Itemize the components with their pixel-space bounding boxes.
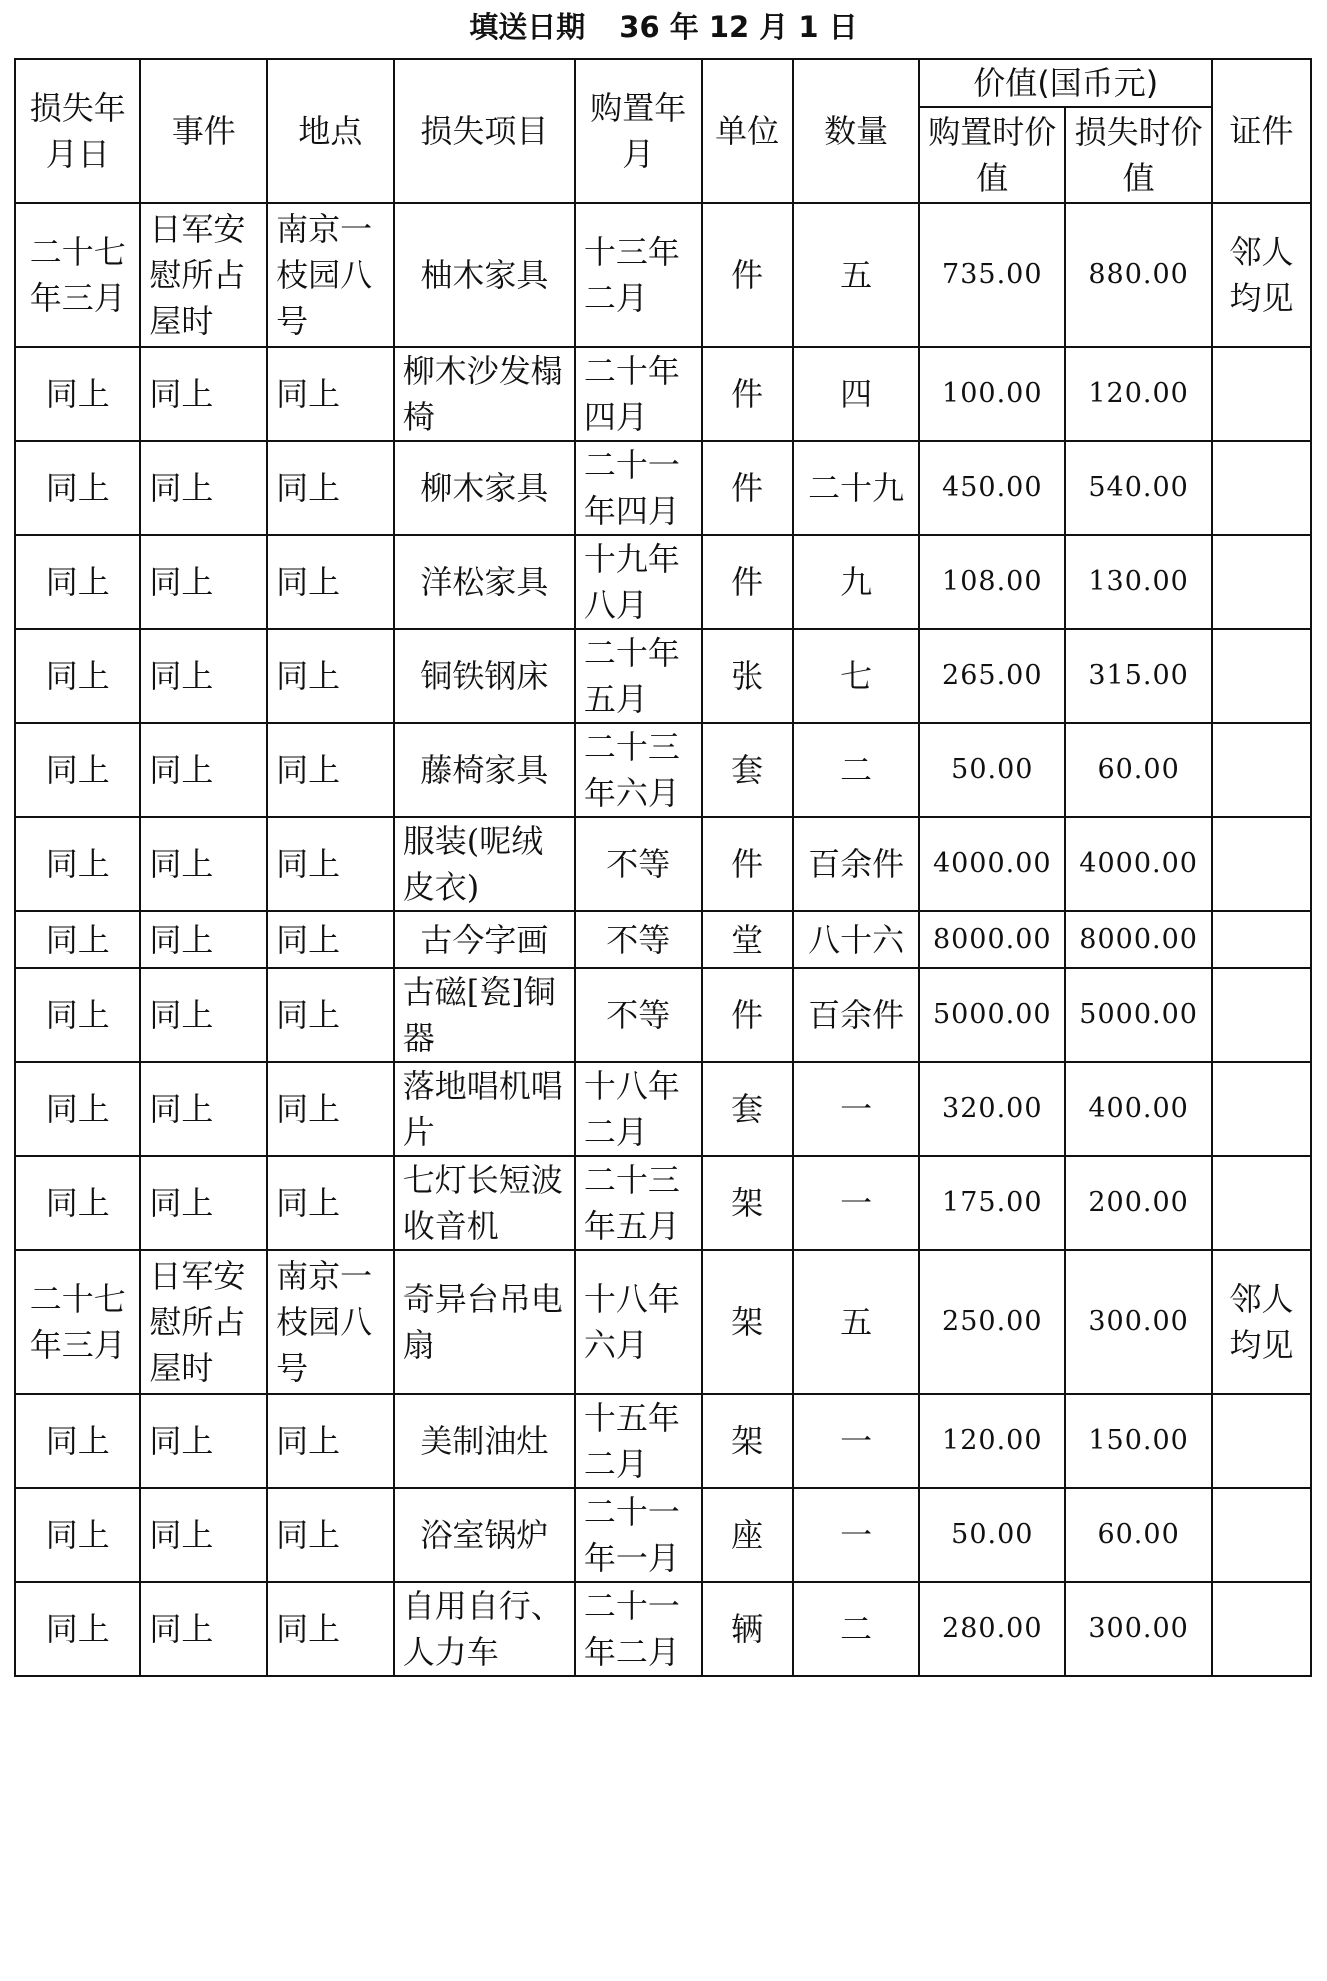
cell-proof [1212, 911, 1311, 968]
cell-purchase-date: 十八年六月 [575, 1250, 702, 1394]
cell-value-purchase: 100.00 [919, 347, 1065, 441]
cell-loss-date: 同上 [15, 1488, 140, 1582]
cell-item: 柳木沙发榻椅 [394, 347, 575, 441]
cell-item: 铜铁钢床 [394, 629, 575, 723]
cell-value-purchase: 320.00 [919, 1062, 1065, 1156]
cell-value-loss: 300.00 [1065, 1582, 1212, 1676]
cell-purchase-date: 十三年二月 [575, 203, 702, 347]
cell-proof: 邻人均见 [1212, 203, 1311, 347]
cell-unit: 件 [702, 347, 793, 441]
fill-date-label: 填送日期 [469, 10, 586, 44]
cell-event: 日军安慰所占屋时 [140, 203, 267, 347]
cell-place: 南京一枝园八号 [267, 1250, 394, 1394]
cell-value-purchase: 50.00 [919, 1488, 1065, 1582]
cell-value-loss: 400.00 [1065, 1062, 1212, 1156]
cell-value-loss: 60.00 [1065, 723, 1212, 817]
cell-value-loss: 8000.00 [1065, 911, 1212, 968]
cell-loss-date: 同上 [15, 911, 140, 968]
cell-event: 同上 [140, 1394, 267, 1488]
fill-date-line [0, 2, 1327, 52]
table-row [15, 629, 1311, 723]
cell-quantity: 二 [793, 723, 920, 817]
cell-unit: 套 [702, 723, 793, 817]
cell-quantity: 四 [793, 347, 920, 441]
cell-purchase-date: 不等 [575, 968, 702, 1062]
cell-quantity: 一 [793, 1488, 920, 1582]
cell-loss-date: 同上 [15, 1394, 140, 1488]
cell-purchase-date: 二十三年六月 [575, 723, 702, 817]
cell-place: 同上 [267, 347, 394, 441]
cell-purchase-date: 不等 [575, 817, 702, 911]
cell-value-loss: 130.00 [1065, 535, 1212, 629]
table-row [15, 1250, 1311, 1394]
cell-place: 南京一枝园八号 [267, 203, 394, 347]
cell-place: 同上 [267, 629, 394, 723]
cell-event: 同上 [140, 535, 267, 629]
cell-purchase-date: 二十一年二月 [575, 1582, 702, 1676]
fill-date-month: 12 月 [708, 10, 789, 44]
cell-value-loss: 200.00 [1065, 1156, 1212, 1250]
header-place: 地点 [267, 59, 394, 203]
cell-value-purchase: 5000.00 [919, 968, 1065, 1062]
cell-purchase-date: 二十一年四月 [575, 441, 702, 535]
cell-place: 同上 [267, 723, 394, 817]
cell-unit: 辆 [702, 1582, 793, 1676]
cell-place: 同上 [267, 1394, 394, 1488]
cell-loss-date: 二十七年三月 [15, 203, 140, 347]
cell-value-loss: 300.00 [1065, 1250, 1212, 1394]
cell-event: 同上 [140, 441, 267, 535]
cell-event: 同上 [140, 1062, 267, 1156]
header-purchase-date: 购置年月 [575, 59, 702, 203]
cell-value-loss: 5000.00 [1065, 968, 1212, 1062]
cell-loss-date: 同上 [15, 441, 140, 535]
cell-proof [1212, 441, 1311, 535]
cell-item: 古磁[瓷]铜器 [394, 968, 575, 1062]
cell-loss-date: 同上 [15, 347, 140, 441]
loss-report-table [14, 58, 1312, 1677]
cell-loss-date: 同上 [15, 535, 140, 629]
table-row [15, 441, 1311, 535]
cell-event: 同上 [140, 1156, 267, 1250]
cell-event: 同上 [140, 1488, 267, 1582]
cell-proof [1212, 1062, 1311, 1156]
cell-loss-date: 同上 [15, 1156, 140, 1250]
cell-value-purchase: 450.00 [919, 441, 1065, 535]
cell-value-purchase: 4000.00 [919, 817, 1065, 911]
cell-loss-date: 二十七年三月 [15, 1250, 140, 1394]
cell-value-purchase: 280.00 [919, 1582, 1065, 1676]
cell-proof [1212, 1156, 1311, 1250]
cell-value-purchase: 735.00 [919, 203, 1065, 347]
cell-loss-date: 同上 [15, 968, 140, 1062]
cell-event: 同上 [140, 723, 267, 817]
table-row [15, 347, 1311, 441]
cell-place: 同上 [267, 1582, 394, 1676]
cell-proof [1212, 817, 1311, 911]
table-row [15, 1062, 1311, 1156]
cell-value-loss: 880.00 [1065, 203, 1212, 347]
cell-value-loss: 315.00 [1065, 629, 1212, 723]
cell-quantity: 五 [793, 1250, 920, 1394]
cell-place: 同上 [267, 441, 394, 535]
cell-item: 洋松家具 [394, 535, 575, 629]
cell-unit: 架 [702, 1394, 793, 1488]
header-item: 损失项目 [394, 59, 575, 203]
cell-item: 落地唱机唱片 [394, 1062, 575, 1156]
cell-purchase-date: 二十年五月 [575, 629, 702, 723]
header-value-group: 价值(国币元) [919, 59, 1212, 107]
cell-proof [1212, 968, 1311, 1062]
cell-value-purchase: 120.00 [919, 1394, 1065, 1488]
cell-place: 同上 [267, 1156, 394, 1250]
cell-proof [1212, 535, 1311, 629]
table-row [15, 1582, 1311, 1676]
cell-unit: 件 [702, 817, 793, 911]
cell-item: 柚木家具 [394, 203, 575, 347]
cell-quantity: 二十九 [793, 441, 920, 535]
cell-proof [1212, 1394, 1311, 1488]
cell-quantity: 一 [793, 1394, 920, 1488]
header-row-1 [15, 59, 1311, 107]
cell-purchase-date: 十五年二月 [575, 1394, 702, 1488]
cell-value-purchase: 265.00 [919, 629, 1065, 723]
cell-quantity: 一 [793, 1062, 920, 1156]
cell-purchase-date: 二十年四月 [575, 347, 702, 441]
cell-proof [1212, 1582, 1311, 1676]
cell-value-purchase: 175.00 [919, 1156, 1065, 1250]
table-body [15, 203, 1311, 1676]
cell-event: 同上 [140, 911, 267, 968]
cell-proof [1212, 347, 1311, 441]
cell-unit: 件 [702, 968, 793, 1062]
header-proof: 证件 [1212, 59, 1311, 203]
cell-purchase-date: 十九年八月 [575, 535, 702, 629]
cell-loss-date: 同上 [15, 817, 140, 911]
cell-value-loss: 150.00 [1065, 1394, 1212, 1488]
fill-date-year: 36 年 [619, 10, 699, 44]
cell-loss-date: 同上 [15, 1062, 140, 1156]
cell-quantity: 百余件 [793, 968, 920, 1062]
cell-item: 奇异台吊电扇 [394, 1250, 575, 1394]
cell-item: 自用自行、人力车 [394, 1582, 575, 1676]
cell-unit: 架 [702, 1156, 793, 1250]
cell-proof [1212, 723, 1311, 817]
cell-unit: 张 [702, 629, 793, 723]
cell-place: 同上 [267, 1062, 394, 1156]
cell-event: 同上 [140, 347, 267, 441]
cell-purchase-date: 十八年二月 [575, 1062, 702, 1156]
cell-value-loss: 540.00 [1065, 441, 1212, 535]
header-value-loss: 损失时价值 [1065, 107, 1212, 203]
fill-date-day: 1 日 [798, 10, 858, 44]
cell-purchase-date: 不等 [575, 911, 702, 968]
cell-purchase-date: 二十一年一月 [575, 1488, 702, 1582]
table-row [15, 968, 1311, 1062]
header-loss-date: 损失年月日 [15, 59, 140, 203]
cell-proof [1212, 1488, 1311, 1582]
cell-item: 柳木家具 [394, 441, 575, 535]
header-quantity: 数量 [793, 59, 920, 203]
cell-quantity: 五 [793, 203, 920, 347]
cell-unit: 件 [702, 441, 793, 535]
cell-unit: 件 [702, 535, 793, 629]
table-row [15, 723, 1311, 817]
cell-place: 同上 [267, 535, 394, 629]
header-unit: 单位 [702, 59, 793, 203]
cell-place: 同上 [267, 911, 394, 968]
table-row [15, 817, 1311, 911]
cell-unit: 架 [702, 1250, 793, 1394]
header-event: 事件 [140, 59, 267, 203]
cell-event: 日军安慰所占屋时 [140, 1250, 267, 1394]
cell-event: 同上 [140, 1582, 267, 1676]
cell-proof [1212, 629, 1311, 723]
cell-value-loss: 60.00 [1065, 1488, 1212, 1582]
table-row [15, 1394, 1311, 1488]
cell-purchase-date: 二十三年五月 [575, 1156, 702, 1250]
cell-loss-date: 同上 [15, 629, 140, 723]
table-row [15, 1488, 1311, 1582]
cell-item: 美制油灶 [394, 1394, 575, 1488]
cell-value-purchase: 108.00 [919, 535, 1065, 629]
cell-quantity: 二 [793, 1582, 920, 1676]
cell-item: 藤椅家具 [394, 723, 575, 817]
cell-quantity: 一 [793, 1156, 920, 1250]
cell-item: 浴室锅炉 [394, 1488, 575, 1582]
cell-event: 同上 [140, 817, 267, 911]
table-row [15, 535, 1311, 629]
cell-value-loss: 4000.00 [1065, 817, 1212, 911]
cell-value-loss: 120.00 [1065, 347, 1212, 441]
header-value-purchase: 购置时价值 [919, 107, 1065, 203]
cell-value-purchase: 50.00 [919, 723, 1065, 817]
cell-unit: 座 [702, 1488, 793, 1582]
cell-value-purchase: 8000.00 [919, 911, 1065, 968]
cell-item: 服装(呢绒皮衣) [394, 817, 575, 911]
cell-event: 同上 [140, 968, 267, 1062]
cell-unit: 堂 [702, 911, 793, 968]
cell-item: 古今字画 [394, 911, 575, 968]
cell-value-purchase: 250.00 [919, 1250, 1065, 1394]
cell-unit: 套 [702, 1062, 793, 1156]
table-row [15, 911, 1311, 968]
cell-quantity: 百余件 [793, 817, 920, 911]
cell-loss-date: 同上 [15, 723, 140, 817]
cell-unit: 件 [702, 203, 793, 347]
cell-quantity: 八十六 [793, 911, 920, 968]
cell-quantity: 九 [793, 535, 920, 629]
table-row [15, 1156, 1311, 1250]
cell-quantity: 七 [793, 629, 920, 723]
cell-proof: 邻人均见 [1212, 1250, 1311, 1394]
cell-event: 同上 [140, 629, 267, 723]
cell-place: 同上 [267, 968, 394, 1062]
cell-item: 七灯长短波收音机 [394, 1156, 575, 1250]
cell-place: 同上 [267, 817, 394, 911]
cell-place: 同上 [267, 1488, 394, 1582]
cell-loss-date: 同上 [15, 1582, 140, 1676]
table-row [15, 203, 1311, 347]
